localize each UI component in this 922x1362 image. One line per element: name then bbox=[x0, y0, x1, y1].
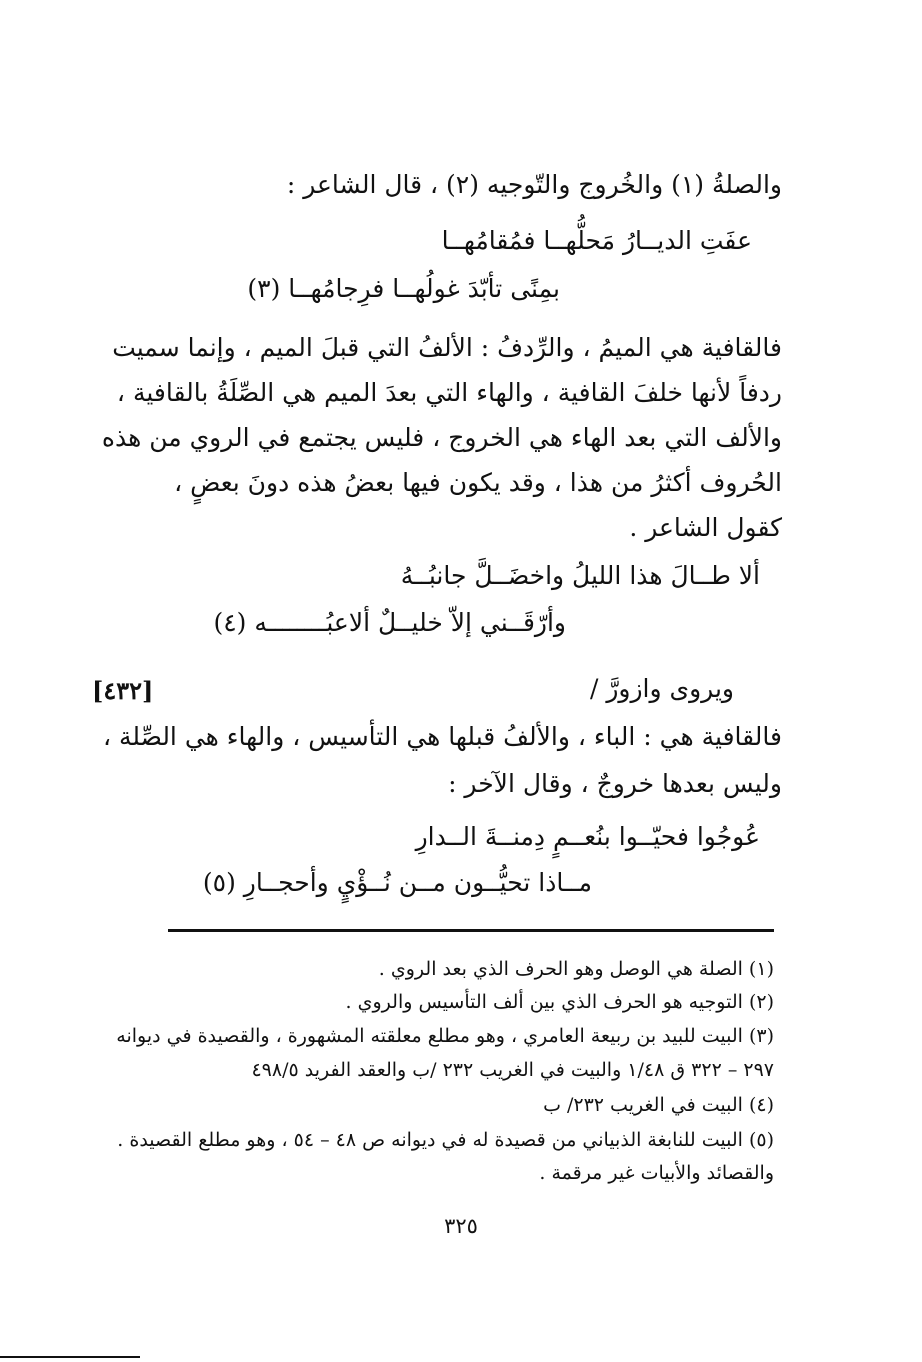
footnote: ٢٩٧ – ٣٢٢ ق ١/٤٨ والبيت في الغريب ٢٣٢ /ب والعقد الفريد ٤٩٨/٥ bbox=[251, 1059, 774, 1081]
manuscript-folio-ref: [٤٣٢] bbox=[92, 676, 154, 705]
verse-2-line-2: وأرّقَــني إلاّ خليــلٌ ألاعبُــــــــه (٤) bbox=[213, 608, 566, 637]
footnote: والقصائد والأبيات غير مرقمة . bbox=[539, 1162, 774, 1184]
text-line: ردفاً لأنها خلفَ القافية ، والهاء التي بعدَ الميم هي الصِّلَةُ بالقافية ، bbox=[116, 378, 782, 407]
text-line: كقول الشاعر . bbox=[629, 513, 782, 542]
footnote: (٣) البيت للبيد بن ربيعة العامري ، وهو مطلع معلقته المشهورة ، والقصيدة في ديوانه bbox=[116, 1025, 774, 1047]
variant-reading: ويروى وازورَّ / bbox=[589, 674, 734, 703]
footnote: (٤) البيت في الغريب ٢٣٢/ ب bbox=[543, 1094, 774, 1116]
text-line: فالقافية هي الميمُ ، والرِّدفُ : الألفُ التي قبلَ الميم ، وإنما سميت bbox=[112, 333, 782, 362]
verse-3-line-2: مــاذا تحيُّــون مــن نُــؤْيٍ وأحجــارِ (٥) bbox=[202, 868, 592, 897]
verse-3-line-1: عُوجُوا فحيّــوا بنُعــمٍ دِمنــةَ الــدارِ bbox=[415, 822, 760, 851]
verse-1-line-1: عفَتِ الديــارُ مَحلُّهــا فمُقامُهــا bbox=[441, 226, 752, 255]
verse-2-line-1: ألا طــالَ هذا الليلُ واخضَــلَّ جانبُــهُ bbox=[400, 561, 760, 590]
footnote: (١) الصلة هي الوصل وهو الحرف الذي بعد الروي . bbox=[378, 958, 774, 980]
bottom-rule bbox=[0, 1356, 140, 1358]
text-line: والألف التي بعد الهاء هي الخروج ، فليس يجتمع في الروي من هذه bbox=[101, 423, 782, 452]
verse-1-line-2: بمِنًى تأبّدَ غولُهــا فرِجامُهــا (٣) bbox=[247, 274, 560, 303]
footnote: (٥) البيت للنابغة الذبياني من قصيدة له في ديوانه ص ٤٨ – ٥٤ ، وهو مطلع القصيدة . bbox=[117, 1129, 774, 1151]
text-line: وليس بعدها خروجٌ ، وقال الآخر : bbox=[448, 769, 782, 798]
footnote: (٢) التوجيه هو الحرف الذي بين ألف التأسيس والروي . bbox=[345, 991, 774, 1013]
footnote-separator bbox=[168, 929, 774, 932]
page-number: ٣٢٥ bbox=[444, 1214, 478, 1238]
text-line: الحُروف أكثرُ من هذا ، وقد يكون فيها بعضُ هذه دونَ بعضٍ ، bbox=[174, 468, 782, 497]
text-line: والصلةُ (١) والخُروج والتّوجيه (٢) ، قال الشاعر : bbox=[286, 170, 782, 199]
text-line: فالقافية هي : الباء ، والألفُ قبلها هي التأسيس ، والهاء هي الصِّلة ، bbox=[102, 722, 782, 751]
